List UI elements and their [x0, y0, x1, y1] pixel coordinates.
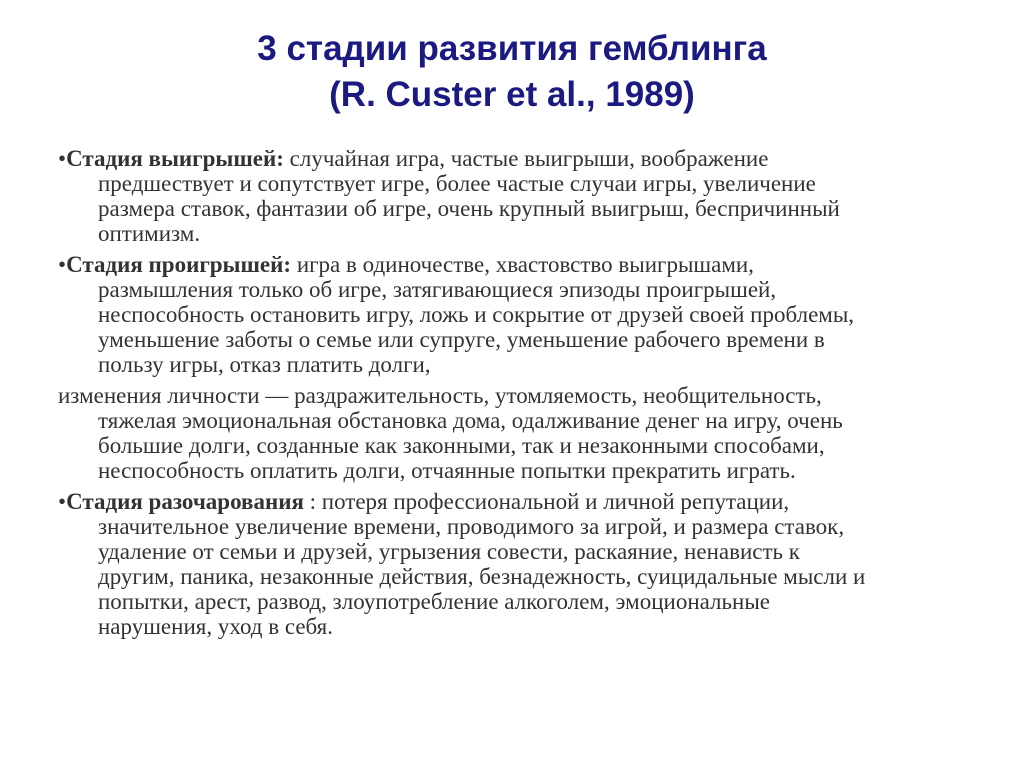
text-line: большие долги, созданные как законными, так и незаконными способами, — [98, 433, 825, 458]
text-line: оптимизм. — [98, 221, 201, 246]
text-line: попытки, арест, развод, злоупотребление алкоголем, эмоциональные — [98, 589, 770, 614]
paragraph-losing-stage — [58, 252, 988, 377]
stage-term: Стадия разочарования — [66, 489, 304, 514]
slide-body — [58, 146, 988, 645]
stage-term: Стадия выигрышей: — [66, 146, 284, 171]
text-line: другим, паника, незаконные действия, безнадежность, суицидальные мысли и — [98, 564, 866, 589]
text-line: размера ставок, фантазии об игре, очень крупный выигрыш, беспричинный — [98, 196, 840, 221]
text-line: неспособность оплатить долги, отчаянные попытки прекратить играть. — [98, 458, 796, 483]
bullet: • — [58, 146, 67, 171]
text-line: неспособность остановить игру, ложь и сокрытие от друзей своей проблемы, — [98, 302, 855, 327]
bullet: • — [58, 489, 67, 514]
paragraph-personality-changes — [58, 383, 988, 483]
title-line-1: 3 стадии развития гемблинга — [257, 29, 767, 68]
paragraph-disappointment-stage — [58, 489, 988, 639]
text-line: размышления только об игре, затягивающиеся эпизоды проигрышей, — [98, 277, 777, 302]
text-line: игра в одиночестве, хвастовство выигрышами, — [291, 252, 754, 277]
text-line: уменьшение заботы о семье или супруге, уменьшение рабочего времени в — [98, 327, 825, 352]
text-line: изменения личности — раздражительность, утомляемость, необщительность, — [58, 383, 822, 408]
stage-term: Стадия проигрышей: — [66, 252, 292, 277]
text-line: случайная игра, частые выигрыши, воображение — [283, 146, 769, 171]
text-line: : потеря профессиональной и личной репутации, — [303, 489, 790, 514]
title-line-2: (R. Custer et al., 1989) — [329, 75, 695, 114]
text-line: тяжелая эмоциональная обстановка дома, одалживание денег на игру, очень — [98, 408, 843, 433]
text-line: нарушения, уход в себя. — [98, 614, 334, 639]
text-line: пользу игры, отказ платить долги, — [98, 352, 431, 377]
text-line: удаление от семьи и друзей, угрызения совести, раскаяние, ненависть к — [98, 539, 800, 564]
paragraph-winning-stage — [58, 146, 988, 246]
text-line: предшествует и сопутствует игре, более частые случаи игры, увеличение — [98, 171, 816, 196]
text-line: значительное увеличение времени, проводимого за игрой, и размера ставок, — [98, 514, 845, 539]
bullet: • — [58, 252, 67, 277]
slide-title — [0, 26, 1024, 118]
